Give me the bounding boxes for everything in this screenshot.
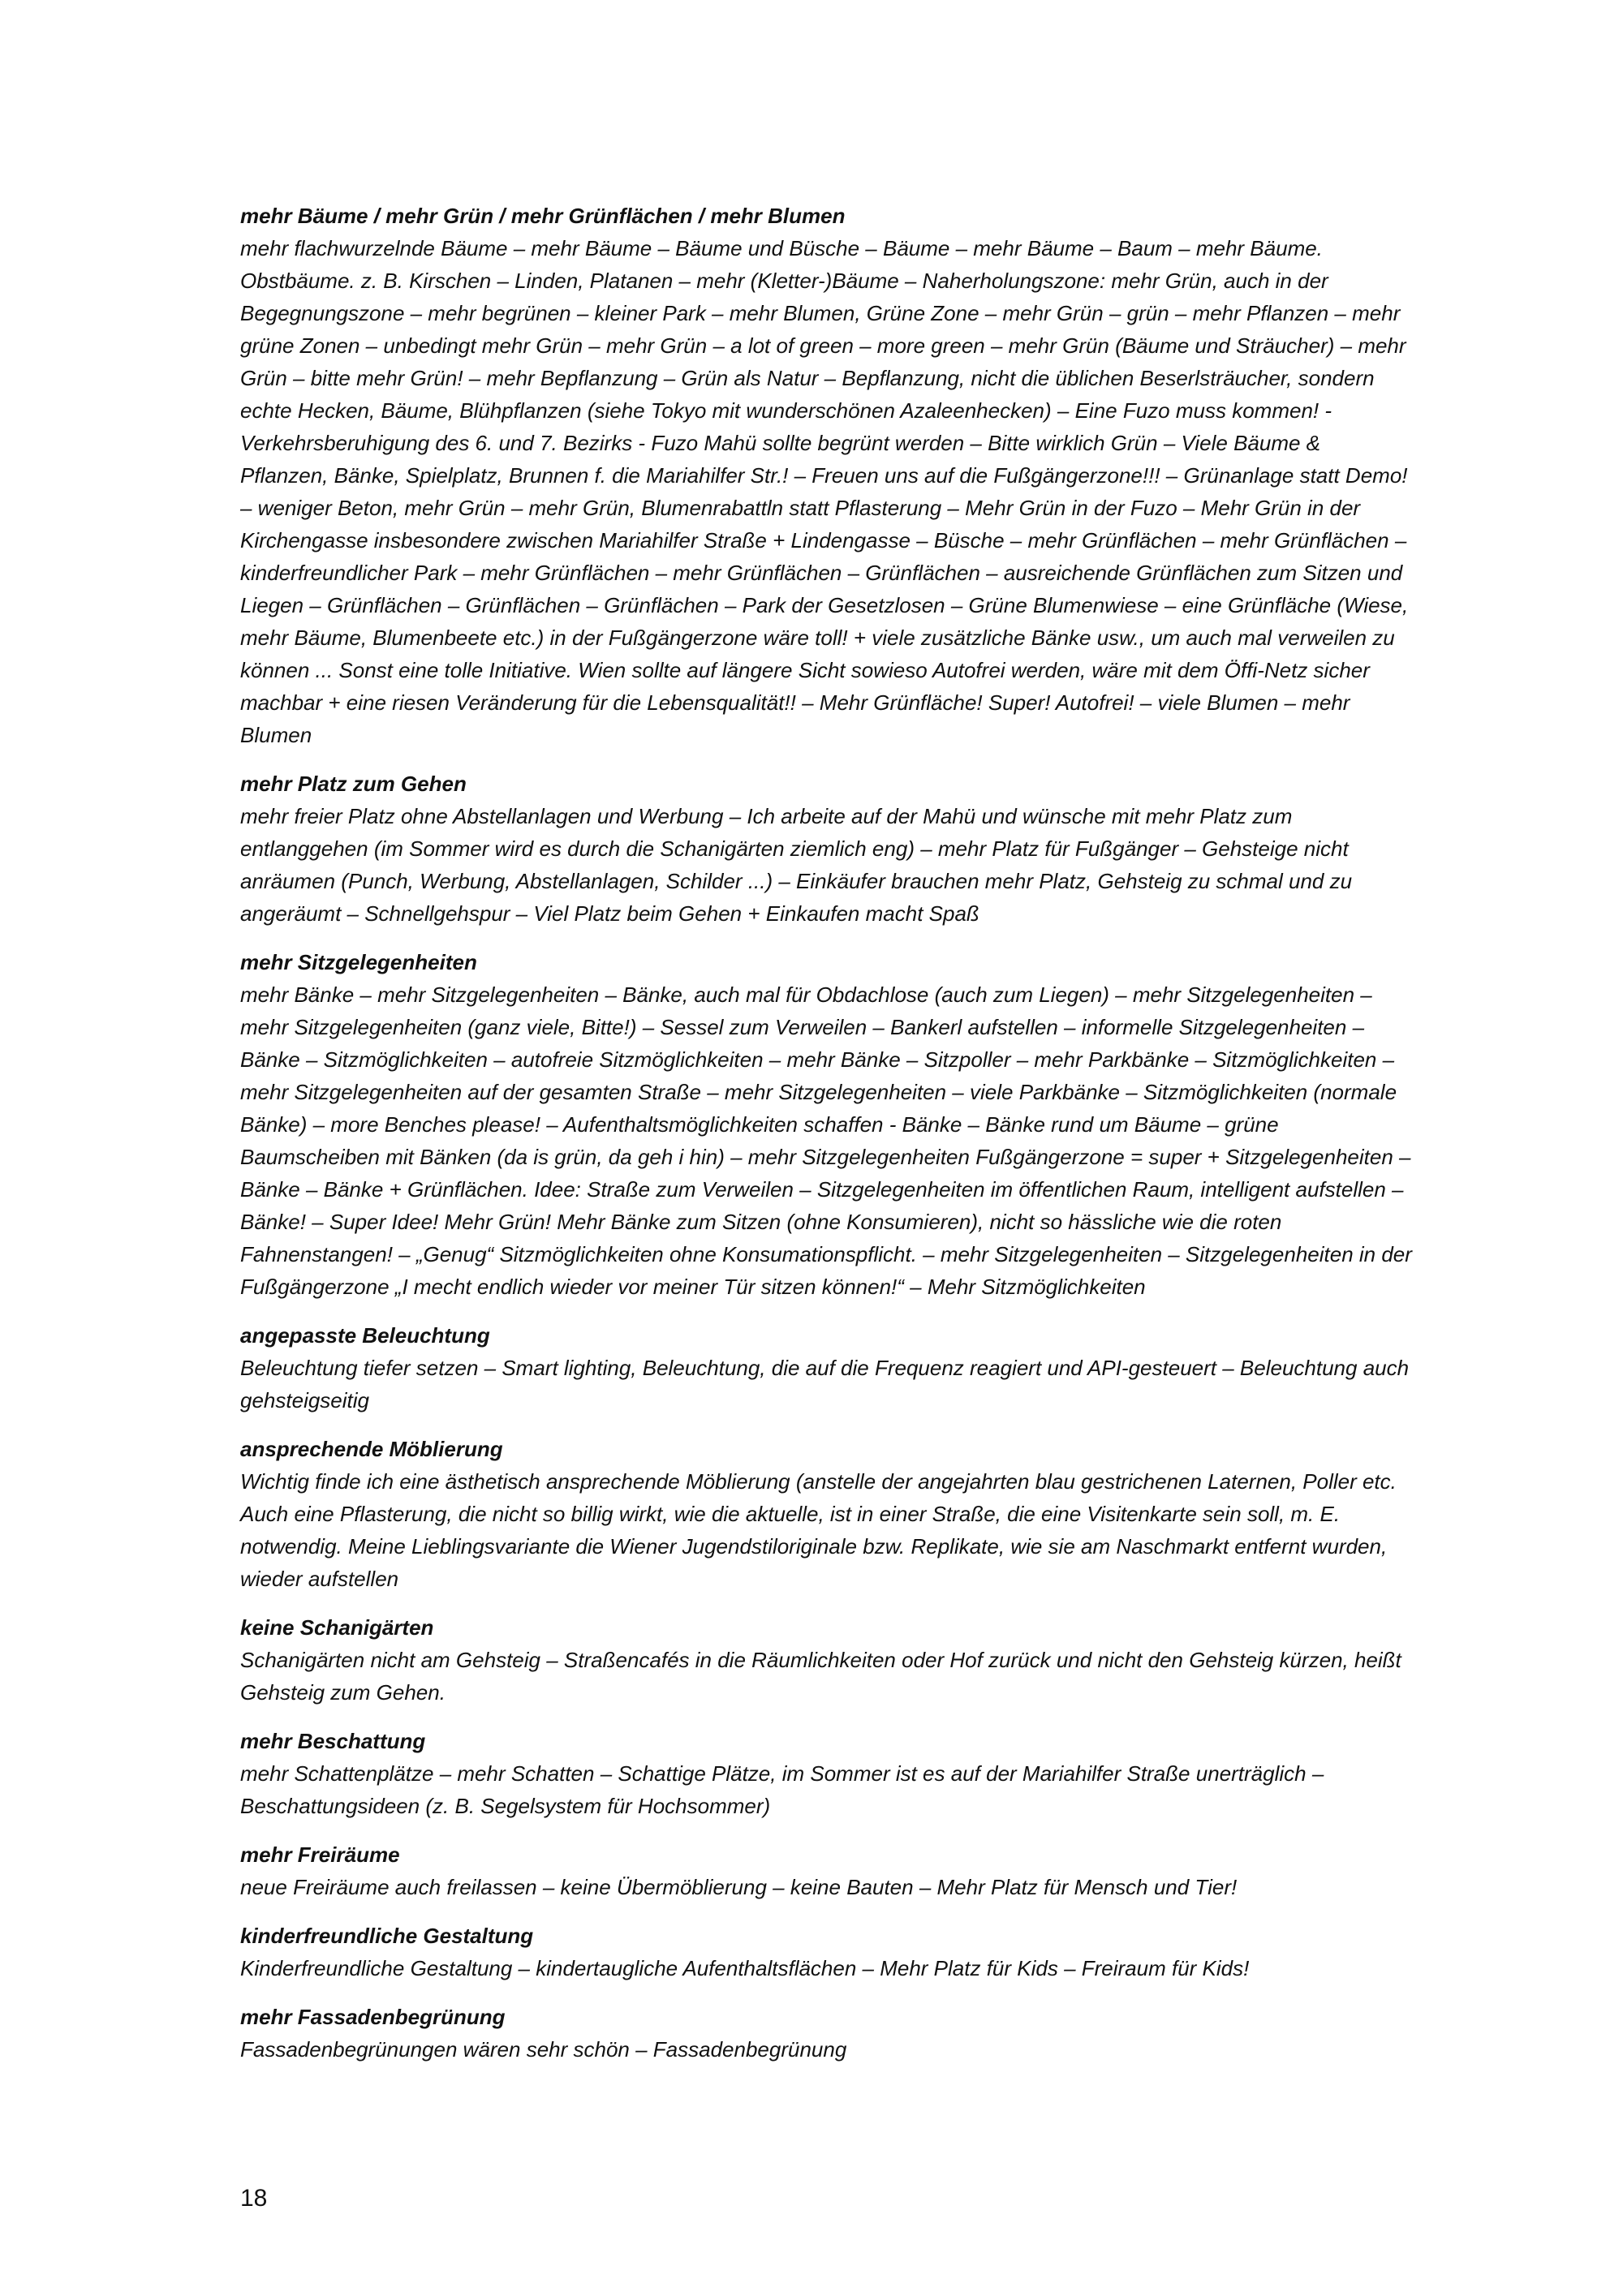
section-heading: angepasste Beleuchtung bbox=[240, 1323, 490, 1348]
section-heading: kinderfreundliche Gestaltung bbox=[240, 1924, 534, 1948]
section-heading: mehr Fassadenbegrünung bbox=[240, 2005, 506, 2029]
section-body: Wichtig finde ich eine ästhetisch ansprechende Möblierung (anstelle der angejahrten blau gestrichenen Laternen, Poller etc. Auch eine Pflasterung, die nicht so billig wirkt, wie die aktuelle, ist in einer Straße, die eine Visitenkarte sein soll, m. E. notwendig. Meine Lieblingsvariante die Wiener Jugendstiloriginale bzw. Replikate, wie sie am Naschmarkt entfernt wurden, wieder aufstellen bbox=[240, 1469, 1397, 1591]
section-sitzgelegenheiten bbox=[240, 946, 1412, 1303]
section-heading: mehr Beschattung bbox=[240, 1729, 426, 1753]
section-kinderfreundlich bbox=[240, 1920, 1412, 1984]
section-moeblierung bbox=[240, 1433, 1412, 1595]
section-body: mehr Schattenplätze – mehr Schatten – Schattige Plätze, im Sommer ist es auf der Mariahilfer Straße unerträglich – Beschattungsideen (z. B. Segelsystem für Hochsommer) bbox=[240, 1761, 1324, 1818]
section-body: neue Freiräume auch freilassen – keine Übermöblierung – keine Bauten – Mehr Platz für Mensch und Tier! bbox=[240, 1875, 1238, 1899]
section-freiraeume bbox=[240, 1838, 1412, 1903]
section-body: mehr flachwurzelnde Bäume – mehr Bäume – Bäume und Büsche – Bäume – mehr Bäume – Baum – mehr Bäume. Obstbäume. z. B. Kirschen – Linden, Platanen – mehr (Kletter-)Bäume – Naherholungszone: mehr Grün, auch in der Begegnungszone – mehr begrünen – kleiner Park – mehr Blumen, Grüne Zone – mehr Grün – grün – mehr Pflanzen – mehr grüne Zonen – unbedingt mehr Grün – mehr Grün – a lot of green – more green – mehr Grün (Bäume und Sträucher) – mehr Grün – bitte mehr Grün! – mehr Bepflanzung – Grün als Natur – Bepflanzung, nicht die üblichen Beserlsträucher, sondern echte Hecken, Bäume, Blühpflanzen (siehe Tokyo mit wunderschönen Azaleenhecken) – Eine Fuzo muss kommen! - Verkehrsberuhigung des 6. und 7. Bezirks - Fuzo Mahü sollte begrünt werden – Bitte wirklich Grün – Viele Bäume & Pflanzen, Bänke, Spielplatz, Brunnen f. die Mariahilfer Str.! – Freuen uns auf die Fußgängerzone!!! – Grünanlage statt Demo! – weniger Beton, mehr Grün – mehr Grün, Blumenrabattln statt Pflasterung – Mehr Grün in der Fuzo – Mehr Grün in der Kirchengasse insbesondere zwischen Mariahilfer Straße + Lindengasse – Büsche – mehr Grünflächen – mehr Grünflächen – kinderfreundlicher Park – mehr Grünflächen – mehr Grünflächen – Grünflächen – ausreichende Grünflächen zum Sitzen und Liegen – Grünflächen – Grünflächen – Grünflächen – Park der Gesetzlosen – Grüne Blumenwiese – eine Grünfläche (Wiese, mehr Bäume, Blumenbeete etc.) in der Fußgängerzone wäre toll! + viele zusätzliche Bänke usw., um auch mal verweilen zu können ... Sonst eine tolle Initiative. Wien sollte auf längere Sicht sowieso Autofrei werden, wäre mit dem Öffi-Netz sicher machbar + eine riesen Veränderung für die Lebensqualität!! – Mehr Grünfläche! Super! Autofrei! – viele Blumen – mehr Blumen bbox=[240, 236, 1409, 747]
section-baeume-gruen bbox=[240, 200, 1412, 751]
section-heading: mehr Sitzgelegenheiten bbox=[240, 950, 477, 974]
section-body: Fassadenbegrünungen wären sehr schön – Fassadenbegrünung bbox=[240, 2037, 847, 2062]
section-body: Beleuchtung tiefer setzen – Smart lighting, Beleuchtung, die auf die Frequenz reagiert und API-gesteuert – Beleuchtung auch gehsteigseitig bbox=[240, 1356, 1410, 1412]
page-number: 18 bbox=[240, 2185, 268, 2212]
section-heading: ansprechende Möblierung bbox=[240, 1437, 503, 1461]
section-heading: mehr Bäume / mehr Grün / mehr Grünflächen / mehr Blumen bbox=[240, 204, 846, 228]
section-body: mehr freier Platz ohne Abstellanlagen und Werbung – Ich arbeite auf der Mahü und wünsche mit mehr Platz zum entlanggehen (im Sommer wird es durch die Schanigärten ziemlich eng) – mehr Platz für Fußgänger – Gehsteige nicht anräumen (Punch, Werbung, Abstellanlagen, Schilder ...) – Einkäufer brauchen mehr Platz, Gehsteig zu schmal und zu angeräumt – Schnellgehspur – Viel Platz beim Gehen + Einkaufen macht Spaß bbox=[240, 804, 1353, 926]
page-content bbox=[240, 200, 1412, 2082]
section-heading: mehr Platz zum Gehen bbox=[240, 772, 467, 796]
section-schanigaerten bbox=[240, 1611, 1412, 1709]
section-platz-gehen bbox=[240, 767, 1412, 930]
section-body: Schanigärten nicht am Gehsteig – Straßencafés in die Räumlichkeiten oder Hof zurück und nicht den Gehsteig kürzen, heißt Gehsteig zum Gehen. bbox=[240, 1648, 1401, 1705]
section-body: Kinderfreundliche Gestaltung – kindertaugliche Aufenthaltsflächen – Mehr Platz für Kids – Freiraum für Kids! bbox=[240, 1956, 1250, 1980]
section-heading: keine Schanigärten bbox=[240, 1615, 434, 1640]
section-beleuchtung bbox=[240, 1319, 1412, 1417]
section-body: mehr Bänke – mehr Sitzgelegenheiten – Bänke, auch mal für Obdachlose (auch zum Liegen) – mehr Sitzgelegenheiten – mehr Sitzgelegenheiten (ganz viele, Bitte!) – Sessel zum Verweilen – Bankerl aufstellen – informelle Sitzgelegenheiten – Bänke – Sitzmöglichkeiten – autofreie Sitzmöglichkeiten – mehr Bänke – Sitzpoller – mehr Parkbänke – Sitzmöglichkeiten – mehr Sitzgelegenheiten auf der gesamten Straße – mehr Sitzgelegenheiten – viele Parkbänke – Sitzmöglichkeiten (normale Bänke) – more Benches please! – Aufenthaltsmöglichkeiten schaffen - Bänke – Bänke rund um Bäume – grüne Baumscheiben mit Bänken (da is grün, da geh i hin) – mehr Sitzgelegenheiten Fußgängerzone = super + Sitzgelegenheiten – Bänke – Bänke + Grünflächen. Idee: Straße zum Verweilen – Sitzgelegenheiten im öffentlichen Raum, intelligent aufstellen – Bänke! – Super Idee! Mehr Grün! Mehr Bänke zum Sitzen (ohne Konsumieren), nicht so hässliche wie die roten Fahnenstangen! – „Genug“ Sitzmöglichkeiten ohne Konsumationspflicht. – mehr Sitzgelegenheiten – Sitzgelegenheiten in der Fußgängerzone „I mecht endlich wieder vor meiner Tür sitzen können!“ – Mehr Sitzmöglichkeiten bbox=[240, 982, 1412, 1299]
section-fassadenbegruenung bbox=[240, 2001, 1412, 2066]
section-beschattung bbox=[240, 1725, 1412, 1822]
section-heading: mehr Freiräume bbox=[240, 1842, 400, 1867]
